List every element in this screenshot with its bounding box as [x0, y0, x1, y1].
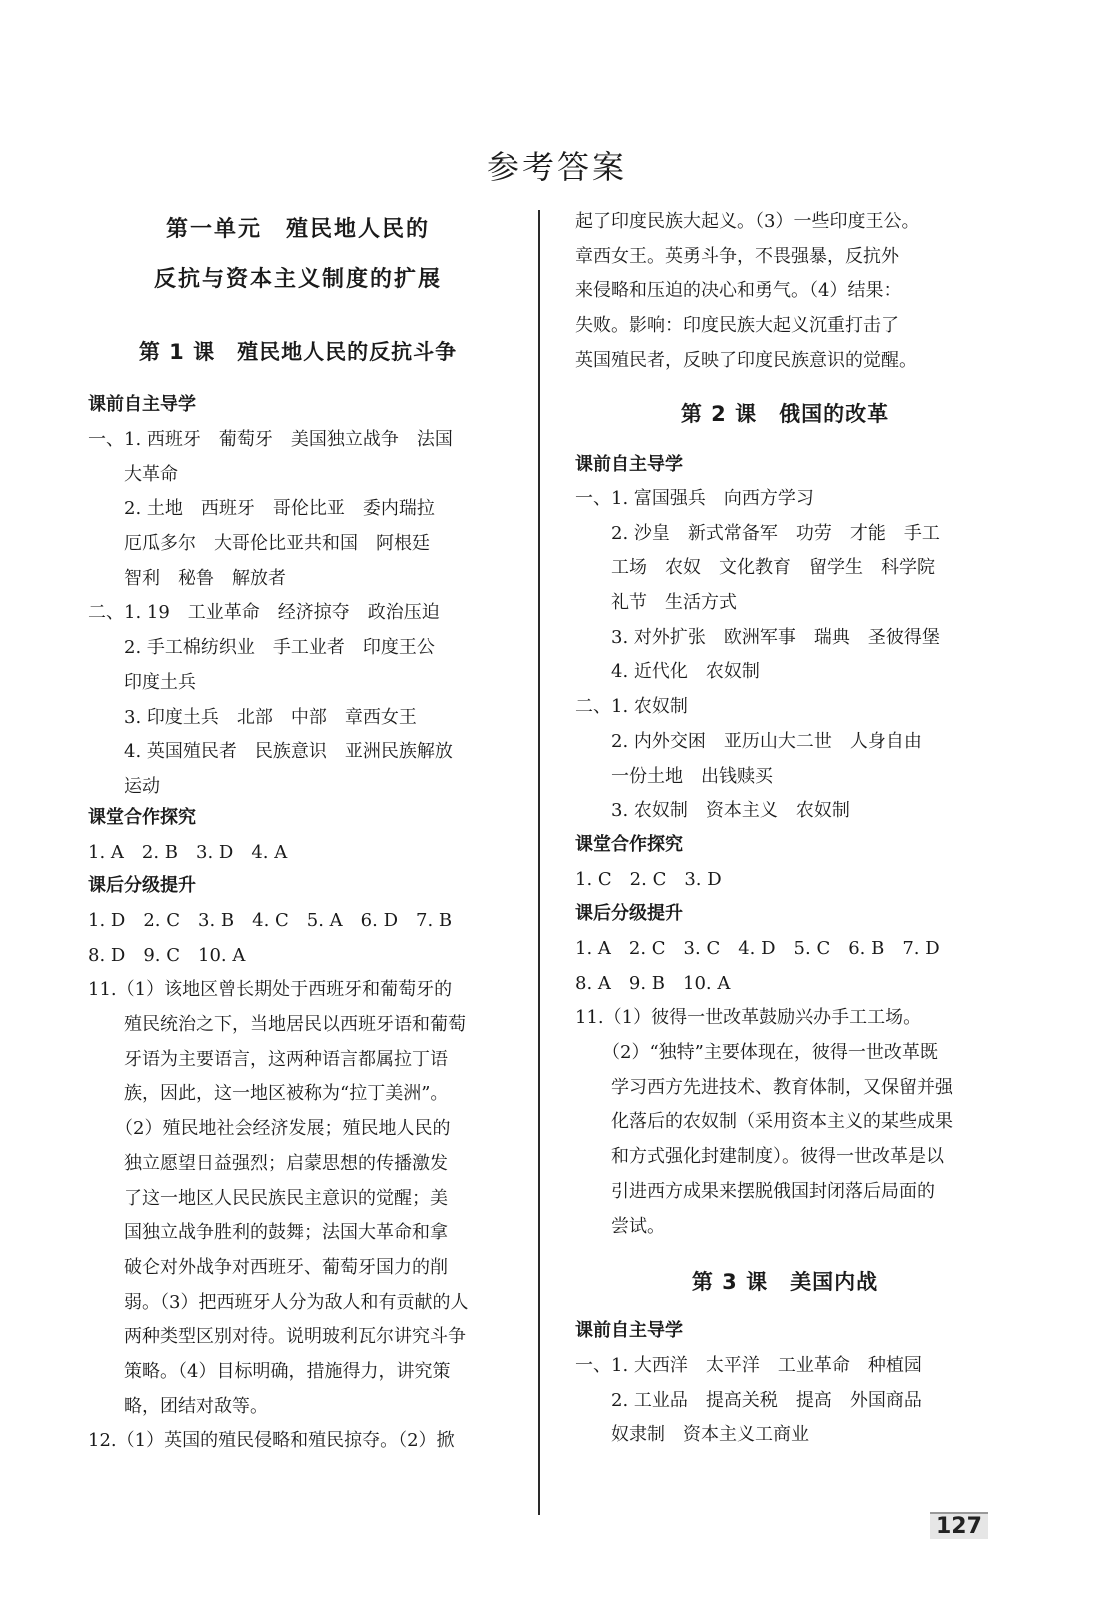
answer-line: 8. A 9. B 10. A: [575, 972, 731, 994]
answer-line: （2）“独特”主要体现在，彼得一世改革既: [575, 1042, 938, 1064]
answer-line: 大革命: [88, 463, 178, 485]
answer-line: 失败。影响：印度民族大起义沉重打击了: [575, 315, 899, 337]
lesson1-section-pre: 课前自主导学: [88, 394, 196, 415]
answer-line: （2）殖民地社会经济发展；殖民地人民的: [88, 1118, 451, 1140]
answer-line: 4. 近代化 农奴制: [575, 661, 760, 683]
lesson1-post-answers: [88, 904, 508, 1459]
answer-line: 3. 印度土兵 北部 中部 章西女王: [88, 706, 417, 728]
column-divider: [538, 210, 540, 1515]
lesson2-title: 第 2 课 俄国的改革: [680, 402, 890, 426]
answer-line: 起了印度民族大起义。（3）一些印度王公。: [575, 211, 920, 232]
unit-title-line2: 反抗与资本主义制度的扩展: [153, 267, 442, 292]
page-title: 参考答案: [486, 148, 627, 186]
answer-line: 英国殖民者，反映了印度民族意识的觉醒。: [575, 349, 917, 371]
lesson1-title: 第 1 课 殖民地人民的反抗斗争: [138, 340, 458, 364]
answer-line: 11.（1）彼得一世改革鼓励兴办手工工场。: [575, 1007, 922, 1029]
answer-line: 印度土兵: [88, 671, 196, 693]
lesson2-pre-answers: [575, 482, 995, 829]
lesson3-title: 第 3 课 美国内战: [691, 1270, 879, 1294]
answer-line: 一份土地 出钱赎买: [575, 765, 773, 787]
lesson2-class-answers: [575, 863, 995, 898]
lesson1-section-class: 课堂合作探究: [88, 807, 196, 828]
lesson1-section-post: 课后分级提升: [88, 875, 196, 896]
answer-line: 国独立战争胜利的鼓舞；法国大革命和拿: [88, 1222, 448, 1244]
answer-line: 智利 秘鲁 解放者: [88, 567, 286, 589]
page-number: 127: [930, 1512, 988, 1539]
answer-line: 4. 英国殖民者 民族意识 亚洲民族解放: [88, 741, 453, 763]
answer-line: 2. 沙皇 新式常备军 功劳 才能 手工: [575, 522, 940, 544]
answer-line: 厄瓜多尔 大哥伦比亚共和国 阿根廷: [88, 533, 430, 555]
answer-line: 族，因此，这一地区被称为“拉丁美洲”。: [88, 1083, 449, 1105]
answer-line: 学习西方先进技术、教育体制，又保留并强: [575, 1076, 953, 1098]
lesson2-post-answers: [575, 932, 995, 1244]
answer-line: 二、1. 农奴制: [575, 696, 688, 718]
answer-line: 奴隶制 资本主义工商业: [575, 1424, 809, 1446]
answer-line: 1. C 2. C 3. D: [575, 869, 722, 890]
answer-line: 章西女王。英勇斗争，不畏强暴，反抗外: [575, 245, 899, 267]
lesson3-section-pre: 课前自主导学: [575, 1320, 683, 1341]
answer-line: 一、1. 大西洋 太平洋 工业革命 种植园: [575, 1355, 922, 1376]
answer-line: 略，团结对敌等。: [88, 1395, 268, 1417]
answer-line: 8. D 9. C 10. A: [88, 944, 246, 966]
answer-line: 了这一地区人民民族民主意识的觉醒；美: [88, 1187, 448, 1209]
answer-line: 3. 对外扩张 欧洲军事 瑞典 圣彼得堡: [575, 626, 940, 648]
lesson2-section-class: 课堂合作探究: [575, 834, 683, 855]
lesson2-section-post: 课后分级提升: [575, 903, 683, 924]
answer-line: 一、1. 西班牙 葡萄牙 美国独立战争 法国: [88, 429, 453, 450]
unit-title: [88, 205, 508, 305]
answer-line: 1. A 2. C 3. C 4. D 5. C 6. B 7. D: [575, 938, 940, 959]
answer-line: 独立愿望日益强烈；启蒙思想的传播激发: [88, 1152, 448, 1174]
answer-line: 3. 农奴制 资本主义 农奴制: [575, 800, 850, 822]
answer-line: 2. 内外交困 亚历山大二世 人身自由: [575, 730, 922, 752]
answer-line: 和方式强化封建制度）。彼得一世改革是以: [575, 1146, 944, 1168]
answer-line: 1. D 2. C 3. B 4. C 5. A 6. D 7. B: [88, 910, 453, 931]
answer-line: 引进西方成果来摆脱俄国封闭落后局面的: [575, 1180, 935, 1202]
answer-line: 尝试。: [575, 1215, 665, 1237]
unit-title-line1: 第一单元 殖民地人民的: [165, 217, 430, 242]
answer-line: 殖民统治之下，当地居民以西班牙语和葡萄: [88, 1014, 466, 1036]
lesson2-section-pre: 课前自主导学: [575, 454, 683, 475]
answer-line: 策略。（4）目标明确，措施得力，讲究策: [88, 1360, 451, 1382]
answer-line: 两种类型区别对待。说明玻利瓦尔讲究斗争: [88, 1326, 466, 1348]
answer-line: 2. 工业品 提高关税 提高 外国商品: [575, 1389, 922, 1411]
answer-line: 礼节 生活方式: [575, 592, 737, 614]
lesson1-continued-answers: [575, 205, 995, 378]
lesson1-pre-answers: [88, 423, 508, 805]
answer-line: 2. 手工棉纺织业 手工业者 印度王公: [88, 637, 435, 659]
answer-line: 牙语为主要语言，这两种语言都属拉丁语: [88, 1048, 448, 1070]
answer-line: 弱。（3）把西班牙人分为敌人和有贡献的人: [88, 1291, 469, 1313]
answer-line: 来侵略和压迫的决心和勇气。（4）结果：: [575, 280, 902, 302]
answer-line: 工场 农奴 文化教育 留学生 科学院: [575, 557, 935, 579]
lesson3-pre-answers: [575, 1349, 995, 1453]
answer-line: 一、1. 富国强兵 向西方学习: [575, 488, 814, 509]
answer-line: 二、1. 19 工业革命 经济掠夺 政治压迫: [88, 602, 440, 624]
answer-line: 化落后的农奴制（采用资本主义的某些成果: [575, 1111, 953, 1133]
answer-line: 破仑对外战争对西班牙、葡萄牙国力的削: [88, 1256, 448, 1278]
answer-line: 12.（1）英国的殖民侵略和殖民掠夺。（2）掀: [88, 1430, 455, 1452]
lesson1-class-answers: [88, 836, 508, 871]
answer-line: 2. 土地 西班牙 哥伦比亚 委内瑞拉: [88, 498, 435, 520]
answer-line: 1. A 2. B 3. D 4. A: [88, 842, 288, 863]
answer-line: 运动: [88, 775, 160, 797]
answer-line: 11.（1）该地区曾长期处于西班牙和葡萄牙的: [88, 979, 453, 1001]
